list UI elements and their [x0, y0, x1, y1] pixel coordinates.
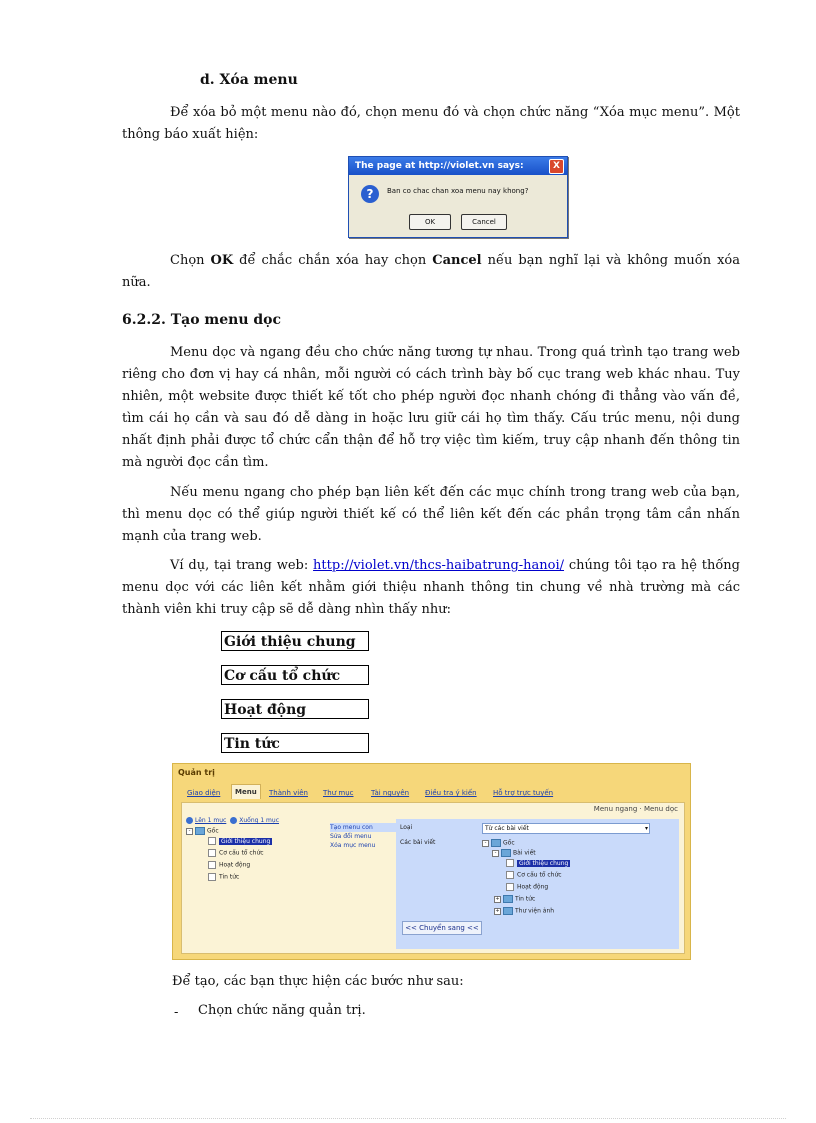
tab-interface[interactable]: Giao diện: [187, 789, 221, 797]
tree-root-label: Gốc: [207, 827, 219, 835]
question-icon: ?: [361, 185, 379, 203]
tab-members[interactable]: Thành viên: [269, 789, 308, 797]
tree-item-label: Giới thiệu chung: [519, 859, 569, 867]
close-icon[interactable]: X: [549, 159, 564, 174]
tab-folders[interactable]: Thư mục: [323, 789, 354, 797]
text: để chắc chắn xóa hay chọn: [233, 253, 433, 268]
tree-root-label: Gốc: [503, 839, 515, 847]
tab-menu[interactable]: Menu: [231, 784, 261, 799]
tree-item-label: Cơ cấu tổ chức: [219, 849, 264, 857]
chevron-down-icon: ▾: [644, 825, 648, 832]
page-icon: [506, 871, 514, 879]
move-down-link[interactable]: Xuống 1 mục: [239, 817, 280, 824]
create-submenu-link[interactable]: Tạo menu con: [330, 823, 396, 832]
tree-item[interactable]: [208, 861, 250, 869]
admin-screenshot: [172, 763, 691, 960]
paragraph-confirm: [122, 250, 740, 294]
folder-icon: [491, 839, 501, 847]
action-menu: [330, 823, 396, 850]
collapse-icon: -: [186, 828, 193, 835]
text: nếu bạn nghĩ lại và không muốn xóa nữa.: [122, 253, 741, 290]
tree-item-label: Tin tức: [515, 895, 536, 903]
tree-item-label: Hoạt động: [219, 861, 251, 869]
move-over-button[interactable]: << Chuyển sang <<: [402, 921, 482, 935]
section-heading: 6.2.2. Tạo menu dọc: [122, 312, 282, 328]
dialog-message: Ban co chac chan xoa menu nay khong?: [387, 187, 529, 195]
tab-survey[interactable]: Điều tra ý kiến: [425, 789, 477, 797]
right-tree-item[interactable]: [494, 907, 554, 915]
move-links: [186, 817, 279, 824]
up-arrow-icon: [186, 817, 193, 824]
tree-item-label: Hoạt động: [517, 883, 549, 891]
page-divider: [30, 1118, 786, 1119]
move-up-link[interactable]: Lên 1 mục: [195, 817, 227, 824]
collapse-icon: -: [492, 850, 499, 857]
admin-panel: [181, 802, 685, 954]
menu-box-news[interactable]: Tin tức: [221, 733, 369, 753]
tree-posts-label: Bài viết: [513, 849, 536, 857]
right-tree-item[interactable]: [506, 871, 562, 879]
folder-icon: [501, 849, 511, 857]
cancel-button[interactable]: Cancel: [461, 214, 507, 230]
example-link[interactable]: http://violet.vn/thcs-haibatrung-hanoi/: [313, 558, 565, 573]
section-d-title: d. Xóa menu: [200, 72, 298, 88]
dialog-title: The page at http://violet.vn says:: [355, 161, 524, 171]
edit-menu-link[interactable]: Sửa đổi menu: [330, 833, 372, 840]
tree-item-label: Tin tức: [219, 873, 240, 881]
page-icon: [506, 883, 514, 891]
tree-item[interactable]: [208, 849, 264, 857]
ok-term: OK: [210, 253, 234, 268]
page-icon: [506, 859, 514, 867]
paragraph-vertical-menu: Menu dọc và ngang đều cho chức năng tương tự nhau. Trong quá trình tạo trang web riêng cho đơn vị hay cá nhân, mỗi người có cách trình bày bố cục trang web khác nhau. Tuy nhiên, một website được thiết kế tốt cho phép người đọc nhanh chóng đi thẳng vào vấn đề, tìm cái họ cần và sau đó dễ dàng in hoặc lưu giữ cái họ tìm thấy. Cấu trúc menu, nội dung nhất định phải được tổ chức cẩn thận để hỗ trợ việc tìm kiếm, truy cập nhanh đến thông tin mà người đọc cần tìm.: [122, 345, 740, 470]
tree-item-label: Cơ cấu tổ chức: [517, 871, 562, 879]
tree-item-label: Giới thiệu chung: [221, 837, 271, 845]
type-select[interactable]: [482, 823, 650, 834]
confirm-dialog: [348, 156, 568, 238]
tree-item[interactable]: [208, 837, 272, 845]
page-icon: [208, 837, 216, 845]
expand-icon: +: [495, 895, 500, 902]
paragraph-horizontal-menu: Nếu menu ngang cho phép bạn liên kết đến các mục chính trong trang web của bạn, thì menu dọc có thể giúp người thiết kế có thể liên kết đến các phần trọng tâm cần nhấn mạnh của trang web.: [122, 485, 740, 544]
folder-icon: [503, 895, 513, 903]
dialog-title-bar: [349, 157, 567, 175]
admin-title: Quản trị: [178, 768, 215, 777]
type-select-value: Từ các bài viết: [485, 825, 529, 832]
step-1: Chọn chức năng quản trị.: [198, 1003, 366, 1018]
folder-icon: [195, 827, 205, 835]
menu-type-switch[interactable]: Menu ngang · Menu dọc: [593, 805, 678, 813]
expand-icon: +: [495, 907, 500, 914]
ok-button[interactable]: OK: [409, 214, 451, 230]
type-label: Loại: [400, 824, 413, 831]
page-icon: [208, 861, 216, 869]
tree-root[interactable]: [186, 827, 219, 835]
text: Ví dụ, tại trang web:: [170, 558, 314, 573]
right-tree-item[interactable]: [494, 895, 535, 903]
collapse-icon: -: [482, 840, 489, 847]
tree-item-label: Thư viện ảnh: [515, 907, 555, 915]
tab-resources[interactable]: Tài nguyên: [371, 789, 410, 797]
folder-icon: [503, 907, 513, 915]
text: chúng tôi tạo ra hệ thống menu dọc với các liên kết nhằm giới thiệu nhanh thông tin chung về nhà trường mà các thành viên khi truy cập sẽ dễ dàng nhìn thấy như:: [122, 558, 740, 617]
down-arrow-icon: [230, 817, 237, 824]
posts-label: Các bài viết: [400, 839, 436, 846]
right-tree-item[interactable]: [506, 859, 570, 867]
menu-box-structure[interactable]: Cơ cấu tổ chức: [221, 665, 369, 685]
menu-box-intro[interactable]: Giới thiệu chung: [221, 631, 369, 651]
delete-menu-link[interactable]: Xóa mục menu: [330, 842, 376, 849]
tree-item[interactable]: [208, 873, 239, 881]
page-icon: [208, 873, 216, 881]
right-tree-root[interactable]: [482, 839, 515, 847]
menu-form: [396, 819, 679, 949]
text: Chọn: [170, 253, 211, 268]
paragraph-example: [122, 555, 740, 621]
paragraph-delete-intro: Để xóa bỏ một menu nào đó, chọn menu đó và chọn chức năng “Xóa mục menu”. Một thông báo xuất hiện:: [122, 105, 740, 142]
tab-support[interactable]: Hỗ trợ trực tuyến: [493, 789, 554, 797]
right-tree-item[interactable]: [506, 883, 548, 891]
list-bullet: -: [174, 1005, 179, 1020]
paragraph-steps-intro: Để tạo, các bạn thực hiện các bước như sau:: [172, 974, 464, 989]
menu-box-activities[interactable]: Hoạt động: [221, 699, 369, 719]
right-tree-posts[interactable]: [492, 849, 536, 857]
page-icon: [208, 849, 216, 857]
cancel-term: Cancel: [432, 253, 482, 268]
